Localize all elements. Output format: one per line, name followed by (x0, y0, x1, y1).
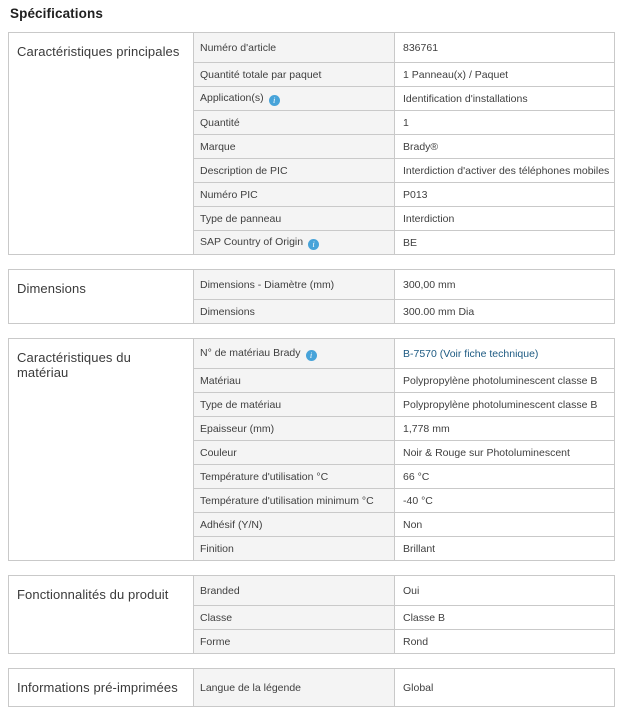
spec-label-cell (194, 513, 395, 537)
spec-label-cell (194, 270, 395, 300)
spec-value: Global (403, 681, 434, 694)
spec-label: Application(s) (200, 91, 264, 104)
spec-label: Dimensions (200, 305, 255, 318)
spec-label-cell (194, 300, 395, 324)
spec-label: Numéro PIC (200, 188, 258, 201)
spec-label-cell (194, 111, 395, 135)
spec-value: Noir & Rouge sur Photoluminescent (403, 446, 570, 459)
spec-value: Brillant (403, 542, 436, 555)
spec-value-cell (395, 300, 615, 324)
spec-value: Interdiction d'activer des téléphones mobiles (403, 164, 610, 177)
spec-row (9, 33, 615, 63)
spec-section-table (8, 575, 615, 654)
spec-label-cell (194, 369, 395, 393)
spec-value-cell (395, 465, 615, 489)
spec-value-cell (395, 63, 615, 87)
spec-value: Polypropylène photoluminescent classe B (403, 398, 598, 411)
spec-value-cell (395, 33, 615, 63)
spec-value: 66 °C (403, 470, 430, 483)
spec-label: Type de panneau (200, 212, 282, 225)
section-title: Informations pré-imprimées (9, 669, 194, 707)
spec-label: Température d'utilisation minimum °C (200, 494, 374, 507)
spec-value: 300,00 mm (403, 278, 456, 291)
spec-value-cell (395, 369, 615, 393)
spec-label-cell (194, 207, 395, 231)
spec-label-cell (194, 576, 395, 606)
spec-label-cell (194, 441, 395, 465)
spec-label-cell (194, 537, 395, 561)
spec-label: Numéro d'article (200, 41, 277, 54)
spec-row (9, 270, 615, 300)
spec-label: Langue de la légende (200, 681, 302, 694)
spec-label: Description de PIC (200, 164, 288, 177)
info-icon[interactable]: i (269, 95, 280, 106)
spec-label: Marque (200, 140, 236, 153)
spec-label-cell (194, 669, 395, 707)
spec-label: Adhésif (Y/N) (200, 518, 263, 531)
spec-value-cell (395, 606, 615, 630)
spec-value-cell (395, 393, 615, 417)
spec-value-cell (395, 159, 615, 183)
spec-value: Rond (403, 635, 429, 648)
spec-label: SAP Country of Origin (200, 235, 304, 248)
spec-value-cell (395, 489, 615, 513)
spec-value: Oui (403, 584, 420, 597)
spec-label-cell (194, 87, 395, 111)
section-title: Caractéristiques principales (9, 33, 194, 255)
spec-value: 300.00 mm Dia (403, 305, 475, 318)
spec-value: Interdiction (403, 212, 455, 225)
spec-section-table (8, 668, 615, 707)
spec-value-cell (395, 111, 615, 135)
spec-value-cell (395, 183, 615, 207)
spec-label-cell (194, 630, 395, 654)
info-icon[interactable]: i (308, 239, 319, 250)
spec-value-cell (395, 630, 615, 654)
spec-value-cell (395, 417, 615, 441)
spec-label-cell (194, 63, 395, 87)
spec-label-cell (194, 489, 395, 513)
spec-value-cell (395, 87, 615, 111)
spec-label: Couleur (200, 446, 237, 459)
spec-row (9, 339, 615, 369)
spec-label: Classe (200, 611, 233, 624)
spec-value-cell (395, 576, 615, 606)
spec-label-cell (194, 606, 395, 630)
info-icon[interactable]: i (306, 350, 317, 361)
section-title: Caractéristiques du matériau (9, 339, 194, 561)
spec-label-cell (194, 339, 395, 369)
spec-label: N° de matériau Brady (200, 346, 301, 359)
spec-label: Branded (200, 584, 240, 597)
spec-label-cell (194, 183, 395, 207)
spec-value: Non (403, 518, 423, 531)
datasheet-link[interactable]: B-7570 (Voir fiche technique) (403, 347, 539, 360)
spec-value: BE (403, 236, 418, 249)
spec-row (9, 576, 615, 606)
spec-label: Forme (200, 635, 231, 648)
spec-label: Quantité totale par paquet (200, 68, 322, 81)
spec-section-table (8, 338, 615, 561)
spec-value-cell (395, 441, 615, 465)
spec-value-cell (395, 669, 615, 707)
spec-value: -40 °C (403, 494, 433, 507)
spec-label: Température d'utilisation °C (200, 470, 329, 483)
spec-value: Classe B (403, 611, 446, 624)
spec-value-cell (395, 231, 615, 255)
spec-label: Epaisseur (mm) (200, 422, 275, 435)
spec-value: 1,778 mm (403, 422, 450, 435)
spec-value: Identification d'installations (403, 92, 528, 105)
spec-value-cell (395, 207, 615, 231)
spec-value: 1 Panneau(x) / Paquet (403, 68, 509, 81)
spec-value-cell (395, 135, 615, 159)
spec-row (9, 669, 615, 707)
spec-label-cell (194, 231, 395, 255)
spec-label: Type de matériau (200, 398, 282, 411)
spec-section-table (8, 32, 615, 255)
spec-value: Polypropylène photoluminescent classe B (403, 374, 598, 387)
spec-value: 1 (403, 116, 409, 129)
section-title: Dimensions (9, 270, 194, 324)
spec-label-cell (194, 159, 395, 183)
spec-value: P013 (403, 188, 428, 201)
spec-label: Dimensions - Diamètre (mm) (200, 278, 335, 291)
specifications-container (8, 32, 615, 707)
spec-value: Brady® (403, 140, 439, 153)
spec-label: Quantité (200, 116, 240, 129)
spec-label-cell (194, 417, 395, 441)
spec-section-table (8, 269, 615, 324)
spec-value-cell (395, 339, 615, 369)
spec-value-cell (395, 513, 615, 537)
spec-label-cell (194, 465, 395, 489)
spec-value: 836761 (403, 41, 439, 54)
spec-label-cell (194, 135, 395, 159)
section-title: Fonctionnalités du produit (9, 576, 194, 654)
page-title: Spécifications (10, 6, 103, 21)
spec-label-cell (194, 33, 395, 63)
spec-label: Matériau (200, 374, 241, 387)
spec-label: Finition (200, 542, 234, 555)
spec-value-cell (395, 270, 615, 300)
spec-label-cell (194, 393, 395, 417)
spec-value-cell (395, 537, 615, 561)
